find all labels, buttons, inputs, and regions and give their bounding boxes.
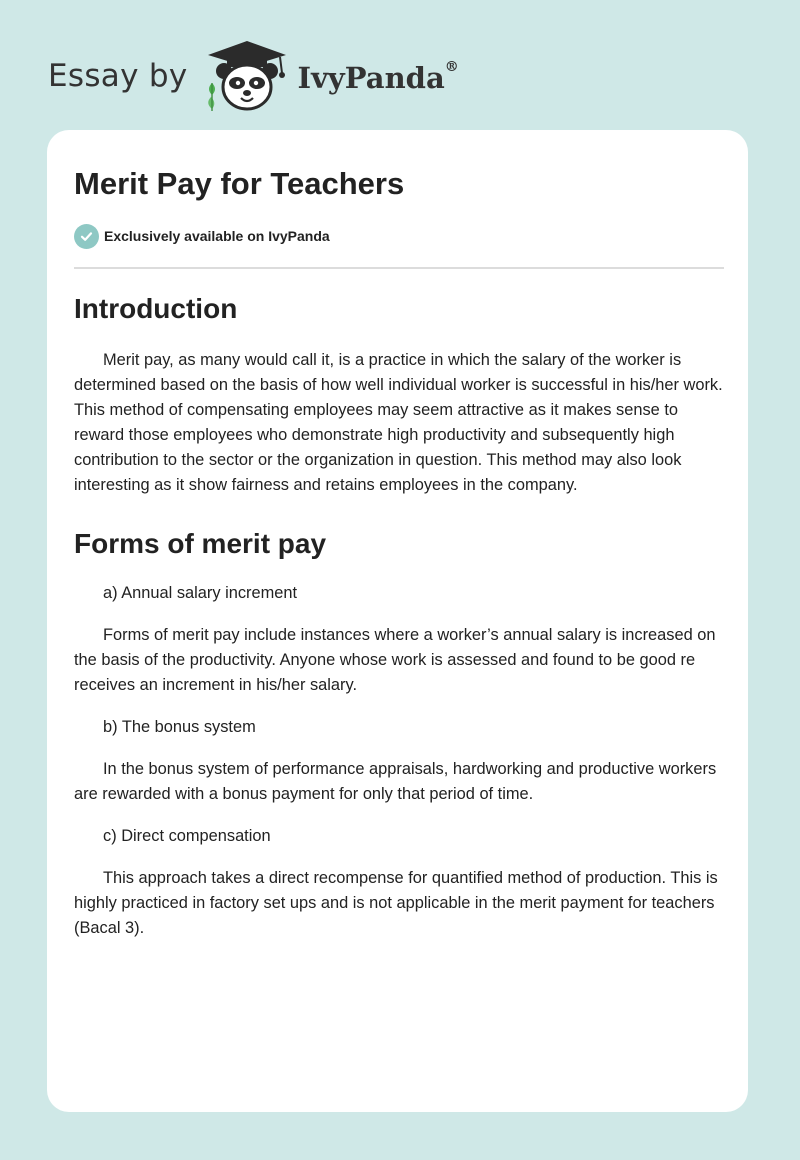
divider xyxy=(74,267,724,269)
paragraph: In the bonus system of performance appraisals, hardworking and productive workers are rewarded with a bonus payment for only that period of time. xyxy=(74,760,717,803)
essay-by-label: Essay by xyxy=(48,58,188,94)
exclusive-badge xyxy=(74,222,724,250)
brand-name[interactable]: IvyPanda® xyxy=(297,59,459,95)
list-label: a) Annual salary increment xyxy=(103,584,298,602)
paragraph: Forms of merit pay include instances where a worker’s annual salary is increased on the basis of the productivity. Anyone whose work is assessed and found to be good re receives an increment in his/her salary. xyxy=(74,626,716,694)
check-icon xyxy=(74,224,99,249)
list-label: b) The bonus system xyxy=(103,718,256,736)
page-title: Merit Pay for Teachers xyxy=(74,166,405,201)
panda-graduate-icon[interactable] xyxy=(202,39,292,113)
essay-content xyxy=(74,160,724,941)
exclusive-label: Exclusively available on IvyPanda xyxy=(104,228,330,244)
paragraph: Merit pay, as many would call it, is a practice in which the salary of the worker is determined based on the basis of how well individual worker is successful in his/her work. This method of compensating employees may seem attractive as it makes sense to reward those employees who demonstrate high productivity and subsequently high contribution to the sector or the organization in question. This method may also look interesting as it show fairness and retains employees in the company. xyxy=(74,351,723,494)
paragraph: This approach takes a direct recompense for quantified method of production. This is highly practiced in factory set ups and is not applicable in the merit payment for teachers (Bacal 3). xyxy=(74,869,718,937)
section-heading-introduction: Introduction xyxy=(74,293,238,324)
list-label: c) Direct compensation xyxy=(103,827,271,845)
site-header xyxy=(48,36,459,116)
essay-card xyxy=(47,130,748,1112)
section-heading-forms: Forms of merit pay xyxy=(74,528,327,559)
ivy-leaf-icon xyxy=(208,83,215,111)
